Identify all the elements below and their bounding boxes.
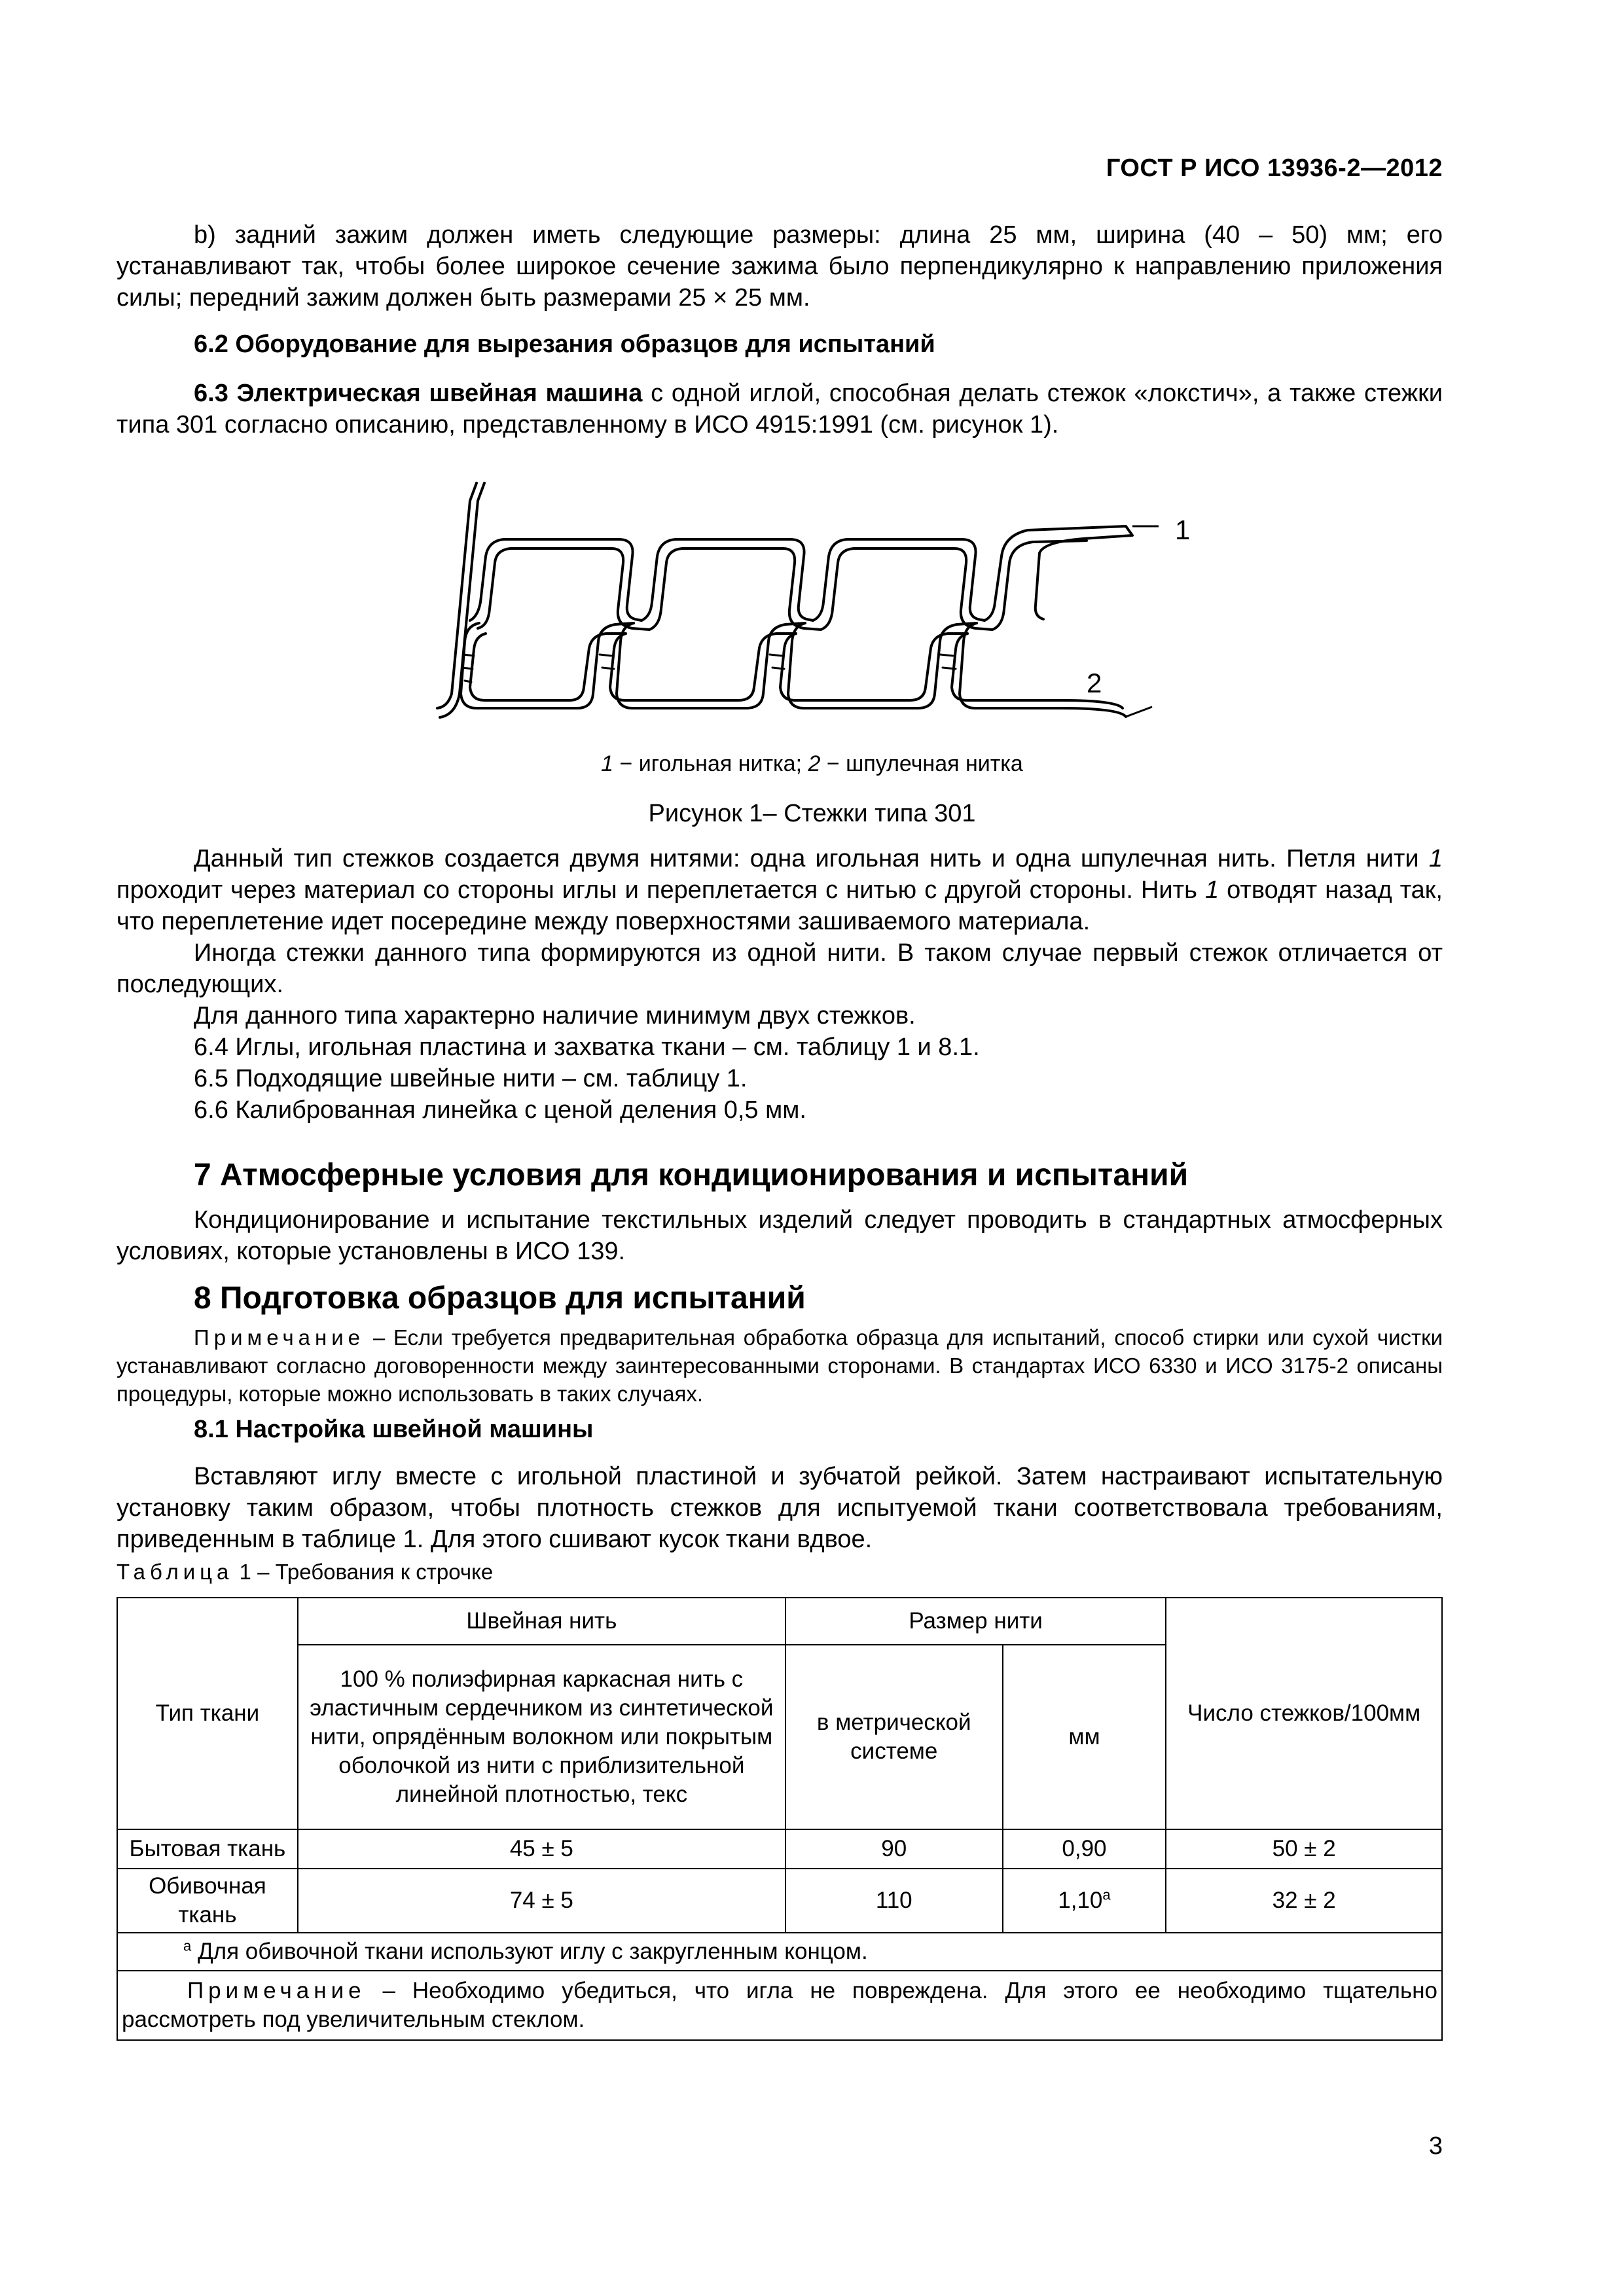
cell-stitches: 32 ± 2 (1166, 1869, 1442, 1933)
needle-thread-1 (470, 526, 1132, 630)
figure-legend (0, 751, 1624, 777)
bobbin-thread-hatching (462, 655, 956, 682)
table-row (117, 1829, 1442, 1869)
cell-stitches: 50 ± 2 (1166, 1829, 1442, 1869)
header-thread-size: Размер нити (785, 1598, 1166, 1645)
section-8-1-text: Вставляют иглу вместе с игольной пластиной и зубчатой рейкой. Затем настраивают испытательную установку таким образом, чтобы плотность стежков для испытуемой ткани соответствовала требованиям, приведенным в таблице 1. Для этого сшивают кусок ткани вдвое. (117, 1463, 1443, 1553)
legend-text-2: − шпулечная нитка (820, 751, 1023, 776)
section-7-title: 7 Атмосферные условия для кондиционирования и испытаний (194, 1158, 1189, 1193)
stitch-description (117, 843, 1443, 1126)
cell-mm: 1,10$^a$ (1003, 1869, 1166, 1933)
header-thread-description: 100 % полиэфирная каркасная нить с эластичным сердечником из синтетической нити, опрядённым волокном или покрытым оболочкой из нити с приблизительной линейной плотностью, текс (298, 1645, 785, 1829)
section-8-1-body (117, 1461, 1443, 1555)
clause-6-6: 6.6 Калиброванная линейка с ценой деления 0,5 мм. (194, 1096, 806, 1124)
cell-metric: 90 (785, 1829, 1003, 1869)
clause-6-4: 6.4 Иглы, игольная пластина и захватка ткани – см. таблицу 1 и 8.1. (194, 1033, 980, 1061)
clause-6-3-text: с одной иглой, способная делать стежок «локстич», а также стежки типа 301 согласно описанию, представленному в ИСО 4915:1991 (см. рисунок 1). (117, 380, 1443, 439)
cell-tex: 74 ± 5 (298, 1869, 785, 1933)
section-7-text: Кондиционирование и испытание текстильных изделий следует проводить в стандартных атмосферных условиях, которые установлены в ИСО 139. (117, 1206, 1443, 1265)
legend-num-2: 2 (808, 751, 821, 776)
figure-label-2: 2 (1087, 668, 1102, 698)
page-number: 3 (1428, 2132, 1443, 2160)
clause-b-text: b) задний зажим должен иметь следующие размеры: длина 25 мм, ширина (40 – 50) мм; его устанавливают так, чтобы более широкое сечение зажима было перпендикулярно к направлению приложения силы; передний зажим должен быть размерами 25 × 25 мм. (117, 221, 1443, 312)
heading-6-2: 6.2 Оборудование для вырезания образцов для испытаний (194, 331, 935, 358)
cell-fabric: Бытовая ткань (117, 1829, 298, 1869)
p1-part-b: проходит через материал со стороны иглы и переплетается с нитью с другой стороны. Нить (117, 876, 1205, 904)
cell-tex: 45 ± 5 (298, 1829, 785, 1869)
intro-paragraph (117, 219, 1443, 314)
figure-caption: Рисунок 1– Стежки типа 301 (648, 800, 976, 827)
table-footnote: $^a$ Для обивочной ткани используют иглу с закругленным концом. (117, 1933, 1442, 1971)
label-2-leader (1126, 707, 1152, 717)
cell-mm: 0,90 (1003, 1829, 1166, 1869)
section-8-note (117, 1323, 1443, 1408)
stitch-301-figure (406, 471, 1159, 733)
table-note: Примечание – Необходимо убедиться, что игла не повреждена. Для этого ее необходимо тщательно рассмотреть под увеличительным стеклом. (117, 1971, 1442, 2040)
table-title-label: Таблица (117, 1560, 234, 1584)
cell-metric: 110 (785, 1869, 1003, 1933)
clause-6-3 (117, 378, 1443, 440)
p1-part-a: Данный тип стежков создается двумя нитями: одна игольная нить и одна шпулечная нить. Петля нити (194, 845, 1429, 872)
p1-thread-1: 1 (1428, 845, 1443, 872)
table-1 (117, 1597, 1443, 2041)
cell-fabric: Обивочная ткань (117, 1869, 298, 1933)
footnote-ref: a (1102, 1886, 1111, 1903)
clause-6-3-title: 6.3 Электрическая швейная машина (194, 380, 643, 407)
stitch-desc-p2: Иногда стежки данного типа формируются из одной нити. В таком случае первый стежок отличается от последующих. (117, 939, 1443, 998)
stitch-desc-p1 (117, 843, 1443, 937)
header-sewing-thread: Швейная нить (298, 1598, 785, 1645)
header-fabric-type: Тип ткани (117, 1598, 298, 1829)
figure-label-1-text: 1 (1175, 514, 1191, 545)
header-mm: мм (1003, 1645, 1166, 1829)
header-metric: в метрической системе (785, 1645, 1003, 1829)
table-title (117, 1560, 493, 1585)
legend-text-1: − игольная нитка; (613, 751, 808, 776)
bobbin-thread-2 (461, 623, 1126, 717)
clause-6-5: 6.5 Подходящие швейные нити – см. таблицу 1. (194, 1065, 748, 1092)
note-label: Примечание (194, 1325, 365, 1350)
legend-num-1: 1 (601, 751, 614, 776)
document-header: ГОСТ Р ИСО 13936-2—2012 (1106, 154, 1443, 182)
p1-thread-1b: 1 (1204, 876, 1219, 904)
p1-part-c: отводят назад так, что переплетение идет посередине между поверхностями зашиваемого материала. (117, 876, 1443, 935)
section-8-title: 8 Подготовка образцов для испытаний (194, 1281, 806, 1316)
table-title-text: 1 – Требования к строчке (233, 1560, 494, 1584)
header-stitch-count: Число стежков/100мм (1166, 1598, 1442, 1829)
section-7-body (117, 1204, 1443, 1267)
stitch-desc-p3: Для данного типа характерно наличие минимум двух стежков. (194, 1002, 916, 1030)
table-row (117, 1869, 1442, 1933)
note-text: – Если требуется предварительная обработка образца для испытаний, способ стирки или сухой чистки устанавливают согласно договоренности между заинтересованными сторонами. В стандартах ИСО 6330 и ИСО 3175-2 описаны процедуры, которые можно использовать в таких случаях. (117, 1325, 1443, 1406)
heading-8-1: 8.1 Настройка швейной машины (194, 1416, 594, 1443)
